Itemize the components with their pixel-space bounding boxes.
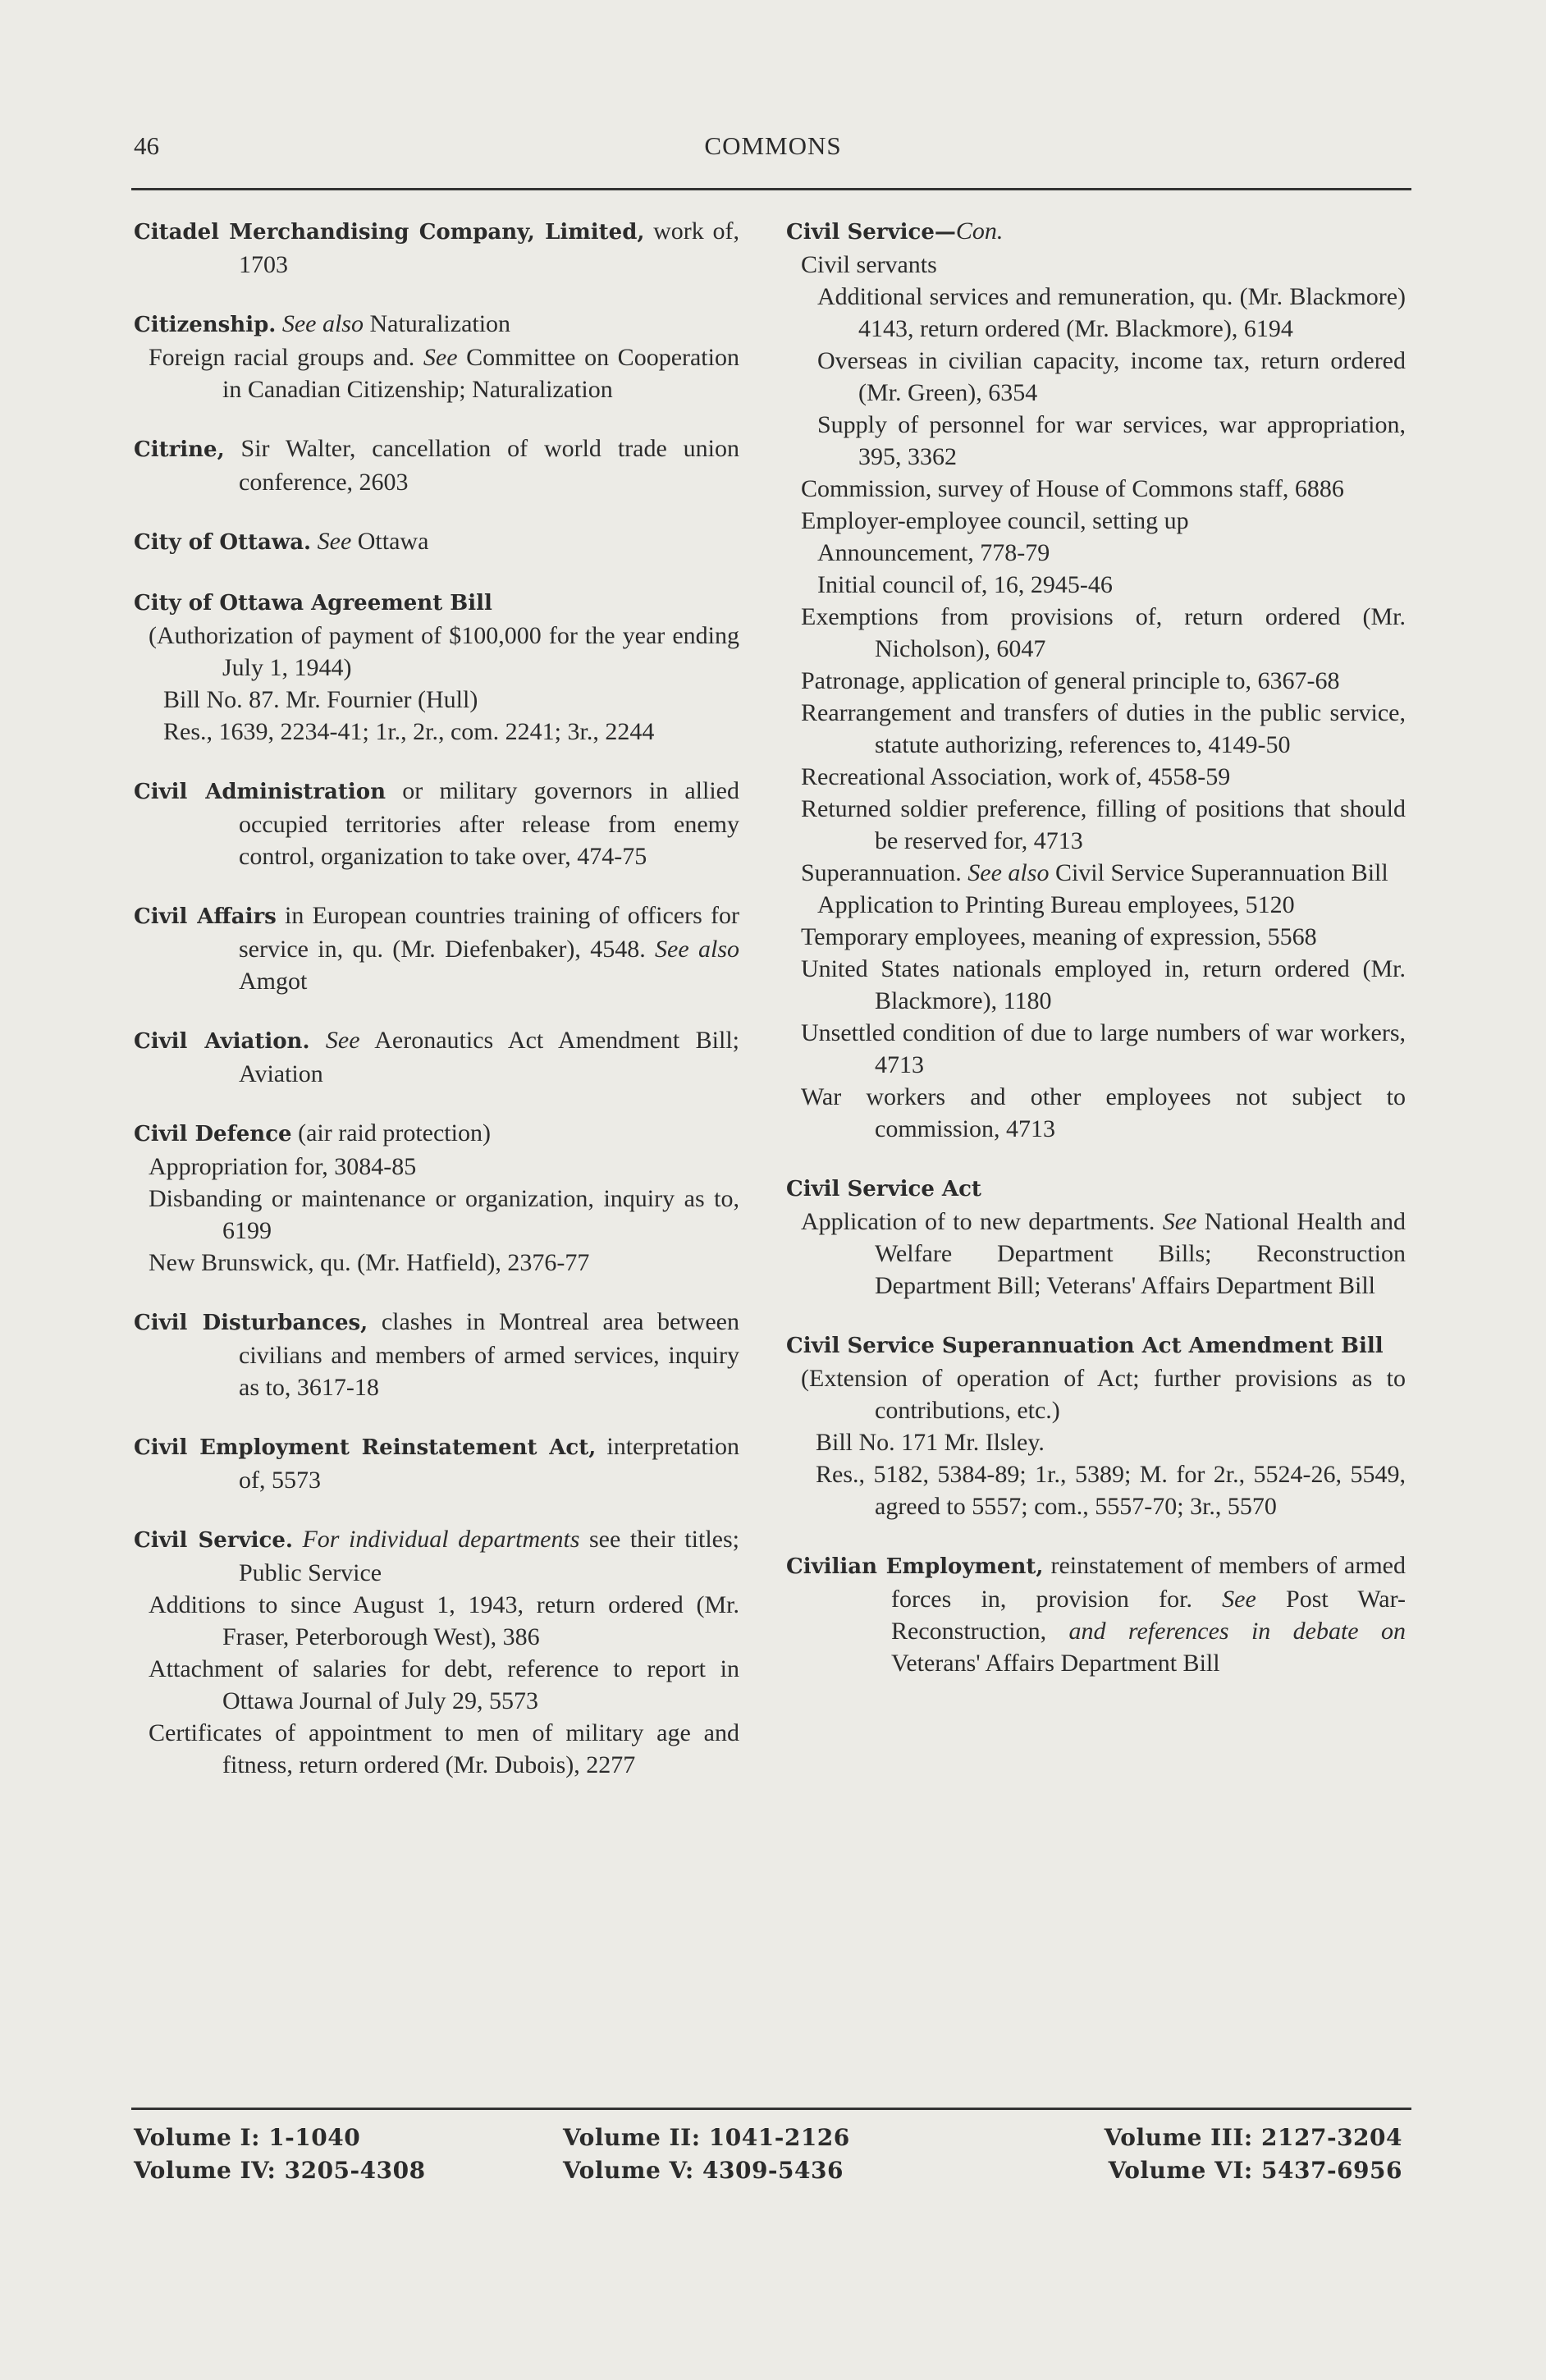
index-entry [134, 586, 739, 748]
sub-entry: New Brunswick, qu. (Mr. Hatfield), 2376-77 [149, 1249, 590, 1276]
entry-heading: Civil Administration [134, 780, 386, 804]
sub-entry: Unsettled condition of due to large numbers of war workers, 4713 [801, 1019, 1406, 1078]
sub-entry: Disbanding or maintenance or organization, inquiry as to, 6199 [149, 1185, 739, 1244]
bottom-rule [131, 2108, 1411, 2110]
index-entry: Civil Service—Con. Civil servants Additional services and remuneration, qu. (Mr. Blackmore) 4143, return ordered (Mr. Blackmore), 6194 Overseas in civilian capacity, income tax, return ordered (Mr. Green), 6354 Supply of personnel for war services, war appropriation, 395, 3362 Commission, survey of House of Commons staff, 6886 Employer-employee council, setting up Announcement, 778-79 Initial council of, 16, 2945-46 Exemptions from provisions of, return ordered (Mr. Nicholson), 6047 Patronage, application of general principle to, 6367-68 Rearrangement and transfers of duties in the public service, statute authorizing, references to, 4149-50 Recreational Association, work of, 4558-59 Returned soldier preference, filling of positions that should be reserved for, 4713 Superannuation. See also Civil Service Superannuation Bill Application to Printing Bureau employees, 5120 Temporary employees, meaning of expression, 5568 United States nationals employed in, return ordered (Mr. Blackmore), 1180 Unsettled condition of due to large numbers of war workers, 4713 War workers and other employees not subject to commission, 4713 [786, 215, 1406, 1145]
sub-entry: (Authorization of payment of $100,000 for the year ending July 1, 1944) [149, 622, 739, 681]
entry-heading: Civil Service Superannuation Act Amendment Bill [786, 1334, 1384, 1358]
volume-range: Volume IV: 3205-4308 [134, 2157, 426, 2184]
sub-entry: Initial council of, 16, 2945-46 [817, 571, 1113, 598]
sub-entry: Recreational Association, work of, 4558-59 [801, 763, 1231, 790]
sub-entry: Civil servants [801, 251, 937, 278]
sub-entry: Overseas in civilian capacity, income tax, return ordered (Mr. Green), 6354 [817, 347, 1406, 406]
top-rule [131, 188, 1411, 190]
sub-entry: Foreign racial groups and. See Committee on Cooperation in Canadian Citizenship; Naturalization [149, 344, 739, 403]
volume-range: Volume II: 1041-2126 [563, 2124, 850, 2151]
index-entry: Citizenship. See also Naturalization Foreign racial groups and. See Committee on Cooperation in Canadian Citizenship; Naturalization [134, 308, 739, 405]
sub-entry: Supply of personnel for war services, war appropriation, 395, 3362 [817, 411, 1406, 470]
page-title: COMMONS [704, 131, 842, 160]
sub-entry: Temporary employees, meaning of expression, 5568 [801, 923, 1317, 950]
entry-heading: City of Ottawa Agreement Bill [134, 591, 492, 616]
entry-heading: Civil Defence [134, 1122, 292, 1147]
sub-entry: Employer-employee council, setting up [801, 507, 1189, 534]
entry-heading: Civil Employment Reinstatement Act, [134, 1435, 597, 1460]
volume-range: Volume III: 2127-3204 [1104, 2124, 1402, 2151]
entry-heading: Civil Service. [134, 1528, 293, 1553]
volume-range: Volume VI: 5437-6956 [1108, 2157, 1402, 2184]
sub-entry: Application of to new departments. See National Health and Welfare Department Bills; Reconstruction Department Bill; Veterans' Affairs Department Bill [801, 1208, 1406, 1299]
volume-range: Volume V: 4309-5436 [563, 2157, 844, 2184]
sub-entry: Announcement, 778-79 [817, 539, 1050, 566]
volume-range: Volume I: 1-1040 [134, 2124, 361, 2151]
entry-heading: Citrine, [134, 437, 225, 462]
entry-heading: Civil Aviation. [134, 1029, 310, 1054]
sub-entry: Bill No. 87. Mr. Fournier (Hull) [163, 686, 478, 713]
page-number: 46 [134, 131, 159, 160]
index-entry: Civil Administration or military governors in allied occupied territories after release from enemy control, organization to take over, 474-75 [134, 777, 740, 870]
index-entry: Civil Aviation. See Aeronautics Act Amendment Bill; Aviation [134, 1027, 739, 1087]
entry-heading: Civil Service— [786, 220, 956, 245]
index-entry: Citrine, Sir Walter, cancellation of world trade union conference, 2603 [134, 435, 739, 496]
sub-entry: Rearrangement and transfers of duties in the public service, statute authorizing, references to, 4149-50 [801, 699, 1406, 758]
sub-entry: Certificates of appointment to men of military age and fitness, return ordered (Mr. Dubois), 2277 [149, 1719, 739, 1778]
sub-entry: Attachment of salaries for debt, reference to report in Ottawa Journal of July 29, 5573 [149, 1655, 739, 1714]
left-column [134, 215, 739, 1781]
right-column [786, 215, 1406, 1679]
index-entry: Civil Defence (air raid protection) Appropriation for, 3084-85 Disbanding or maintenance or organization, inquiry as to, 6199 New Brunswick, qu. (Mr. Hatfield), 2376-77 [134, 1117, 739, 1279]
index-entry: Civil Affairs in European countries training of officers for service in, qu. (Mr. Diefenbaker), 4548. See also Amgot [134, 902, 740, 995]
index-entry [786, 1329, 1406, 1522]
sub-entry: Patronage, application of general principle to, 6367-68 [801, 667, 1340, 694]
index-entry: Civilian Employment, reinstatement of members of armed forces in, provision for. See Post War-Reconstruction, and references in debate on Veterans' Affairs Department Bill [786, 1552, 1406, 1677]
index-entry: Civil Disturbances, clashes in Montreal area between civilians and members of armed services, inquiry as to, 3617-18 [134, 1308, 739, 1401]
entry-heading: Civilian Employment, [786, 1554, 1044, 1579]
sub-entry: Application to Printing Bureau employees, 5120 [817, 891, 1295, 918]
entry-heading: Citizenship. [134, 313, 277, 337]
index-entry [786, 1172, 1406, 1302]
entry-heading: Civil Service Act [786, 1177, 981, 1201]
sub-entry: War workers and other employees not subject to commission, 4713 [801, 1083, 1406, 1142]
index-entry: Citadel Merchandising Company, Limited, work of, 1703 [134, 217, 739, 278]
index-entry: Civil Service. For individual departments see their titles; Public Service Additions to since August 1, 1943, return ordered (Mr. Fraser, Peterborough West), 386 Attachment of salaries for debt, reference to report in Ottawa Journal of July 29, 5573 Certificates of appointment to men of military age and fitness, return ordered (Mr. Dubois), 2277 [134, 1523, 739, 1781]
sub-entry: Additional services and remuneration, qu. (Mr. Blackmore) 4143, return ordered (Mr. Blackmore), 6194 [817, 283, 1406, 342]
index-entry: Civil Employment Reinstatement Act, interpretation of, 5573 [134, 1433, 739, 1494]
sub-entry: Res., 5182, 5384-89; 1r., 5389; M. for 2r., 5524-26, 5549, agreed to 5557; com., 5557-70; 3r., 5570 [816, 1461, 1406, 1520]
entry-heading: Civil Disturbances, [134, 1311, 368, 1335]
sub-entry: Bill No. 171 Mr. Ilsley. [816, 1429, 1045, 1456]
sub-entry: Appropriation for, 3084-85 [149, 1153, 417, 1180]
sub-entry: Additions to since August 1, 1943, return ordered (Mr. Fraser, Peterborough West), 386 [149, 1591, 739, 1650]
sub-entry: Res., 1639, 2234-41; 1r., 2r., com. 2241; 3r., 2244 [163, 718, 655, 745]
sub-entry: Returned soldier preference, filling of positions that should be reserved for, 4713 [801, 795, 1406, 854]
sub-entry: (Extension of operation of Act; further provisions as to contributions, etc.) [801, 1365, 1406, 1424]
entry-heading: City of Ottawa. [134, 530, 312, 555]
index-entry: City of Ottawa. See Ottawa [134, 528, 429, 555]
sub-entry: Superannuation. See also Civil Service Superannuation Bill [801, 859, 1388, 886]
sub-entry: Commission, survey of House of Commons staff, 6886 [801, 475, 1344, 502]
entry-heading: Civil Affairs [134, 904, 277, 929]
sub-entry: United States nationals employed in, return ordered (Mr. Blackmore), 1180 [801, 955, 1406, 1014]
sub-entry: Exemptions from provisions of, return ordered (Mr. Nicholson), 6047 [801, 603, 1406, 662]
entry-heading: Citadel Merchandising Company, Limited, [134, 220, 645, 245]
